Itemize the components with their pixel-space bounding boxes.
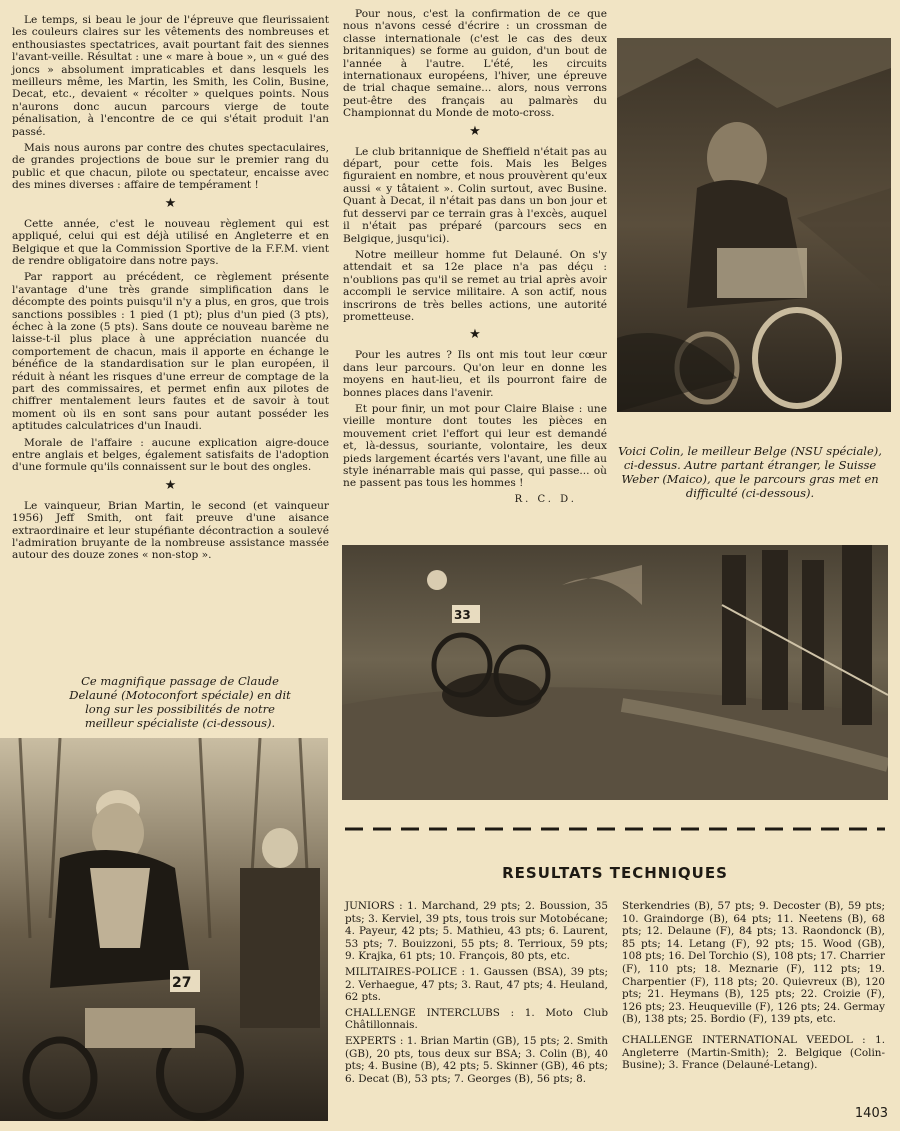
page-number: 1403 <box>854 1106 888 1121</box>
article-column-1 <box>12 14 329 566</box>
photo-weber-image <box>342 545 888 800</box>
article-paragraph: Notre meilleur homme fut Delauné. On s'y attendait et sa 12e place n'a pas déçu : n'oublions pas qu'il se remet au trial après avoir accompli le service militaire. A son actif, nous inscrirons de très belles actions, une autorité prometteuse. <box>343 248 607 323</box>
article-paragraph: Le temps, si beau le jour de l'épreuve que fleurissaient les couleurs claires sur les vêtements des nombreuses et enthousiastes spectatrices, avait pourtant fait des siennes l'avant-veille. Résultat : une « mare à boue », un « gué des joncs » absolument impraticables et dans lesquels les meilleurs même, les Martin, les Smith, les Colin, Busine, Decat, etc., devaient « récolter » quelques points. Nous n'aurons donc aucun parcours vierge de toute pénalisation, à l'encontre de ce qui s'était produit l'an passé. <box>12 14 329 138</box>
section-star: ★ <box>164 195 177 211</box>
author-signature: R. C. D. <box>514 493 577 505</box>
article-paragraph: Et pour finir, un mot pour Claire Blaise : une vieille monture dont toutes les pièces en mouvement criet l'effort qui leur est demandé et, là-dessus, souriante, volontaire, les deux pieds largement écartés vers l'avant, une fille au style inénarrable mais qui passe, qui passe... où ne passent pas tous les hommes ! <box>343 402 607 490</box>
decorative-divider <box>345 822 885 836</box>
section-star: ★ <box>469 123 481 139</box>
results-interclubs: CHALLENGE INTERCLUBS : 1. Moto Club Châtillonnais. <box>345 1006 608 1032</box>
article-paragraph: Morale de l'affaire : aucune explication aigre-douce entre anglais et belges, également satisfaits de l'adoption d'une formule qu'ils connaissent sur le bout des ongles. <box>12 436 329 474</box>
article-paragraph: Mais nous aurons par contre des chutes spectaculaires, de grandes projections de boue sur le premier rang du public et que chacun, pilote ou spectateur, encaisse avec des mines diverses : affaire de tempérament ! <box>12 142 329 192</box>
results-column-left <box>345 900 608 1088</box>
article-paragraph: Le vainqueur, Brian Martin, le second (et vainqueur 1956) Jeff Smith, ont fait preuve d'une aisance extraordinaire et leur stupéfiante décontraction a soulevé l'admiration bruyante de la nombreuse assistance massée autour des douze zones « non-stop ». <box>12 499 329 562</box>
article-paragraph: Pour les autres ? Ils ont mis tout leur cœur dans leur parcours. Qu'on leur en donne les moyens en haut-lieu, et ils pourront faire de bonnes places dans l'avenir. <box>343 349 607 399</box>
results-militaires: MILITAIRES-POLICE : 1. Gaussen (BSA), 39 pts; 2. Verhaegue, 47 pts; 3. Raut, 47 pts; 4. Heuland, 62 pts. <box>345 965 608 1004</box>
results-title: RESULTATS TECHNIQUES <box>502 864 728 882</box>
photo-colin-image <box>617 38 891 412</box>
photo-colin <box>617 38 891 412</box>
article-paragraph: Cette année, c'est le nouveau règlement qui est appliqué, celui qui est déjà utilisé en Angleterre et en Belgique et que la Commission Sportive de la F.F.M. vient de rendre obligatoire dans notre pays. <box>12 217 329 267</box>
results-column-right <box>622 900 885 1075</box>
article-paragraph: Le club britannique de Sheffield n'était pas au départ, pour cette fois. Mais les Belges figuraient en nombre, et nous prouvèrent qu'eux aussi « y tâtaient ». Colin surtout, avec Busine. Quant à Decat, il n'était pas dans un bon jour et fut desservi par ce terrain gras à l'excès, auquel il n'était pas préparé (parcours secs en Belgique, jusqu'ici). <box>343 145 607 245</box>
race-number: 27 <box>172 975 192 991</box>
photo-delaune-image <box>0 738 328 1121</box>
article-column-2 <box>343 8 607 506</box>
section-star: ★ <box>469 327 481 343</box>
photo-delaune <box>0 738 328 1121</box>
photo-weber <box>342 545 888 800</box>
results-juniors: JUNIORS : 1. Marchand, 29 pts; 2. Boussion, 35 pts; 3. Kerviel, 39 pts, tous trois sur Motobécane; 4. Payeur, 42 pts; 5. Mathieu, 43 pts; 6. Laurent, 53 pts; 7. Bouizzoni, 55 pts; 8. Terrioux, 59 pts; 9. Krajka, 61 pts; 10. François, 80 pts, etc. <box>345 900 608 963</box>
results-experts: EXPERTS : 1. Brian Martin (GB), 15 pts; 2. Smith (GB), 20 pts, tous deux sur BSA; 3. Colin (B), 40 pts; 4. Busine (B), 42 pts; 5. Skinner (GB), 46 pts; 6. Decat (B), 53 pts; 7. Georges (B), 56 pts; 8. <box>345 1034 608 1085</box>
article-paragraph: Pour nous, c'est la confirmation de ce que nous n'avons cessé d'écrire : un crossman de classe internationale (c'est le cas des deux britanniques) se forme au guidon, d'un bout de l'année à l'autre. L'été, les circuits internationaux européens, l'hiver, une épreuve de trial chaque semaine... alors, nous verrons peut-être des français au palmarès du Championnat du Monde de moto-cross. <box>343 8 607 120</box>
race-number: 33 <box>454 608 471 622</box>
caption-delaune: Ce magnifique passage de Claude Delauné (Motoconfort spéciale) en dit long sur les possibilités de notre meilleur spécialiste (ci-dessous). <box>69 674 291 730</box>
results-experts-continued: Sterkendries (B), 57 pts; 9. Decoster (B), 59 pts; 10. Graindorge (B), 64 pts; 11. Neetens (B), 68 pts; 12. Delaune (F), 84 pts; 13. Raondonck (B), 85 pts; 14. Letang (F), 92 pts; 15. Wood (GB), 108 pts; 16. Del Torchio (S), 108 pts; 17. Charrier (F), 110 pts; 18. Meznarie (F), 112 pts; 19. Charpentier (F), 118 pts; 20. Quievreux (B), 120 pts; 21. Heymans (B), 125 pts; 22. Croizie (F), 126 pts; 23. Heuqueville (F), 126 pts; 24. Germay (B), 138 pts; 25. Bordio (F), 139 pts, etc. <box>622 900 885 1026</box>
article-paragraph: Par rapport au précédent, ce règlement présente l'avantage d'une très grande simplification dans le décompte des points puisqu'il n'y a plus, en gros, que trois sanctions possibles : 1 pied (1 pt); plus d'un pied (3 pts), échec à la zone (5 pts). Sans doute ce nouveau barème ne laisse-t-il plus place à une appréciation nuancée du comportement de chacun, mais il apporte en échange le bénéfice de la standardisation sur le plan européen, il réduit à néant les risques d'une erreur de comptage de la part des commissaires, et permet enfin aux pilotes de chiffrer mentalement leurs fautes et de savoir à tout moment où ils en sont sans pour autant posséder les aptitudes calculatrices d'un Inaudi. <box>12 271 329 433</box>
section-star: ★ <box>164 477 177 493</box>
results-veedol: CHALLENGE INTERNATIONAL VEEDOL : 1. Angleterre (Martin-Smith); 2. Belgique (Colin-Busine); 3. France (Delauné-Letang). <box>622 1033 885 1072</box>
caption-colin: Voici Colin, le meilleur Belge (NSU spéciale), ci-dessus. Autre partant étranger, le Suisse Weber (Maico), que le parcours gras met en difficulté (ci-dessous). <box>618 444 882 500</box>
